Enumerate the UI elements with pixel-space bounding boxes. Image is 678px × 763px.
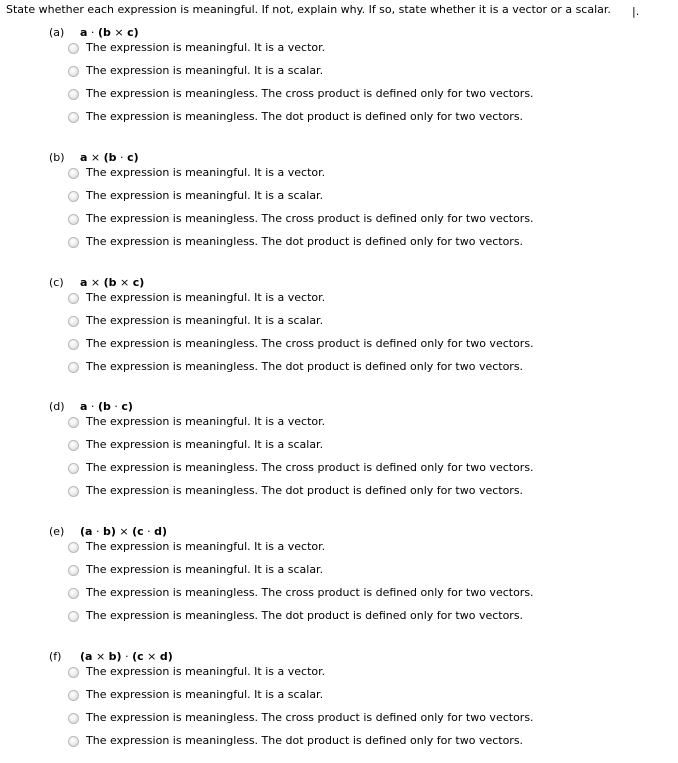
option-label: The expression is meaningless. The dot product is defined only for two vectors. — [86, 235, 524, 248]
radio-button[interactable] — [68, 542, 79, 553]
part-label: (f) — [49, 650, 62, 663]
option-label: The expression is meaningful. It is a scalar. — [86, 189, 324, 202]
expression-term: d) — [159, 650, 173, 663]
radio-button[interactable] — [68, 66, 79, 77]
option-label: The expression is meaningless. The dot product is defined only for two vectors. — [86, 609, 524, 622]
radio-button[interactable] — [68, 168, 79, 179]
option-label: The expression is meaningful. It is a vector. — [86, 166, 326, 179]
expression-term: b) — [108, 650, 122, 663]
part-expression — [80, 26, 139, 39]
radio-button[interactable] — [68, 112, 79, 123]
expression-operator: × — [110, 26, 128, 39]
part-expression — [80, 650, 173, 663]
part-header — [49, 276, 144, 289]
expression-operator: · — [116, 151, 128, 164]
option-label: The expression is meaningful. It is a scalar. — [86, 438, 324, 451]
part-label: (b) — [49, 151, 65, 164]
radio-button[interactable] — [68, 588, 79, 599]
radio-button[interactable] — [68, 43, 79, 54]
part-label: (d) — [49, 400, 65, 413]
part-label: (a) — [49, 26, 65, 39]
expression-term: (b — [97, 26, 111, 39]
radio-button[interactable] — [68, 713, 79, 724]
option-label: The expression is meaningful. It is a vector. — [86, 291, 326, 304]
expression-term: a — [80, 26, 88, 39]
expression-term: a — [80, 276, 88, 289]
option-label: The expression is meaningless. The cross product is defined only for two vectors. — [86, 337, 534, 350]
part-header — [49, 400, 133, 413]
part-label: (c) — [49, 276, 64, 289]
expression-operator: × — [92, 650, 109, 663]
expression-term: (b — [103, 276, 117, 289]
option-label: The expression is meaningless. The cross product is defined only for two vectors. — [86, 87, 534, 100]
option-label: The expression is meaningful. It is a scalar. — [86, 64, 324, 77]
expression-term: c) — [132, 276, 145, 289]
expression-term: c) — [127, 26, 139, 39]
radio-button[interactable] — [68, 362, 79, 373]
radio-button[interactable] — [68, 237, 79, 248]
expression-term: (c — [132, 525, 144, 538]
expression-term: a — [80, 151, 88, 164]
radio-button[interactable] — [68, 736, 79, 747]
part-header — [49, 525, 167, 538]
option-label: The expression is meaningful. It is a scalar. — [86, 563, 324, 576]
expression-term: (a — [80, 650, 93, 663]
expression-term: c) — [127, 151, 139, 164]
radio-button[interactable] — [68, 486, 79, 497]
radio-button[interactable] — [68, 214, 79, 225]
option-label: The expression is meaningless. The dot product is defined only for two vectors. — [86, 484, 524, 497]
radio-button[interactable] — [68, 89, 79, 100]
expression-term: (b — [97, 400, 111, 413]
expression-operator: × — [116, 276, 133, 289]
radio-button[interactable] — [68, 417, 79, 428]
expression-operator: · — [87, 26, 98, 39]
radio-button[interactable] — [68, 690, 79, 701]
option-label: The expression is meaningless. The dot product is defined only for two vectors. — [86, 734, 524, 747]
option-label: The expression is meaningless. The dot product is defined only for two vectors. — [86, 360, 524, 373]
expression-operator: × — [87, 151, 104, 164]
radio-button[interactable] — [68, 667, 79, 678]
expression-term: d) — [154, 525, 168, 538]
expression-term: c) — [121, 400, 133, 413]
expression-operator: × — [115, 525, 133, 538]
part-expression — [80, 276, 144, 289]
option-label: The expression is meaningful. It is a scalar. — [86, 314, 324, 327]
expression-operator: · — [121, 650, 133, 663]
radio-button[interactable] — [68, 440, 79, 451]
part-expression — [80, 525, 167, 538]
option-label: The expression is meaningless. The cross product is defined only for two vectors. — [86, 586, 534, 599]
radio-button[interactable] — [68, 339, 79, 350]
expression-term: (b — [103, 151, 117, 164]
part-label: (e) — [49, 525, 65, 538]
radio-button[interactable] — [68, 611, 79, 622]
expression-term: b) — [102, 525, 116, 538]
part-header — [49, 26, 139, 39]
radio-button[interactable] — [68, 191, 79, 202]
radio-button[interactable] — [68, 565, 79, 576]
option-label: The expression is meaningful. It is a scalar. — [86, 688, 324, 701]
expression-term: a — [80, 400, 88, 413]
expression-operator: × — [87, 276, 104, 289]
expression-term: (c — [132, 650, 144, 663]
radio-button[interactable] — [68, 463, 79, 474]
option-label: The expression is meaningless. The dot product is defined only for two vectors. — [86, 110, 524, 123]
part-header — [49, 650, 173, 663]
option-label: The expression is meaningless. The cross product is defined only for two vectors. — [86, 461, 534, 474]
option-label: The expression is meaningless. The cross product is defined only for two vectors. — [86, 711, 534, 724]
corner-mark: |. — [632, 5, 640, 18]
question-prompt: State whether each expression is meaningful. If not, explain why. If so, state whether it is a vector or a scalar. — [6, 3, 611, 16]
expression-operator: · — [110, 400, 122, 413]
option-label: The expression is meaningless. The cross product is defined only for two vectors. — [86, 212, 534, 225]
expression-term: (a — [80, 525, 93, 538]
part-expression — [80, 151, 139, 164]
part-expression — [80, 400, 133, 413]
option-label: The expression is meaningful. It is a vector. — [86, 41, 326, 54]
expression-operator: · — [92, 525, 103, 538]
option-label: The expression is meaningful. It is a vector. — [86, 665, 326, 678]
radio-button[interactable] — [68, 316, 79, 327]
part-header — [49, 151, 139, 164]
expression-operator: · — [87, 400, 98, 413]
option-label: The expression is meaningful. It is a vector. — [86, 415, 326, 428]
option-label: The expression is meaningful. It is a vector. — [86, 540, 326, 553]
expression-operator: × — [143, 650, 160, 663]
expression-operator: · — [143, 525, 155, 538]
radio-button[interactable] — [68, 293, 79, 304]
